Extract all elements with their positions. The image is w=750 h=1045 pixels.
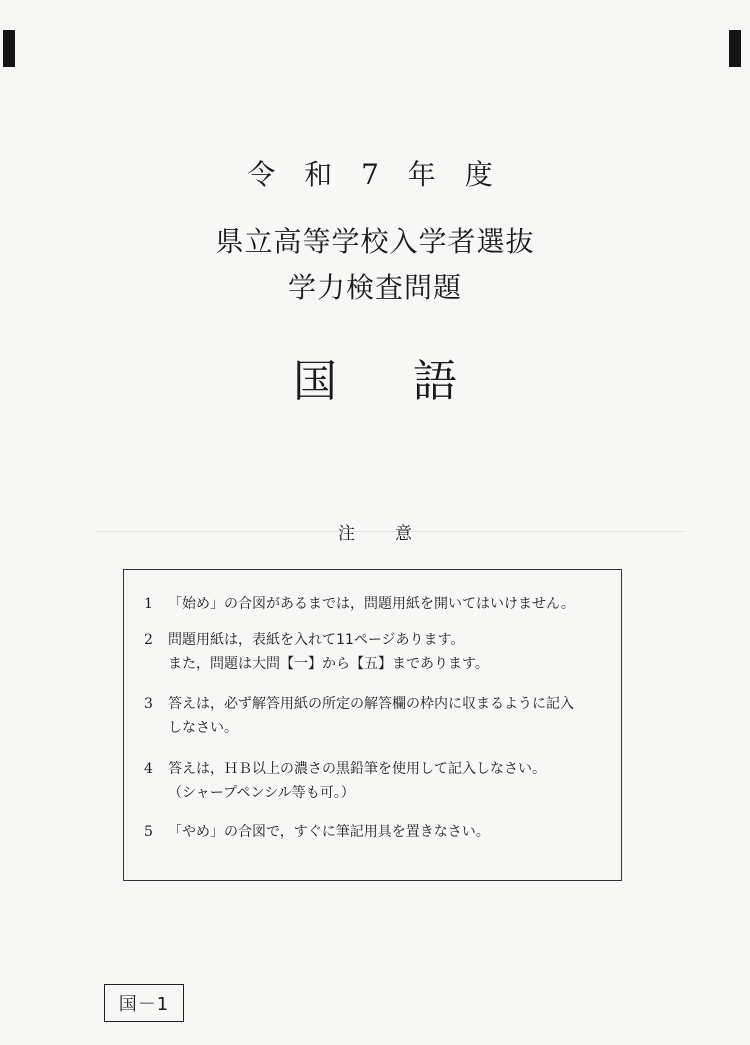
page-label: 国－1: [104, 984, 184, 1022]
subject-char-2: 語: [413, 356, 457, 407]
notice-box: [123, 569, 622, 881]
exam-name: 県立高等学校入学者選抜: [215, 225, 535, 258]
notice-item: [144, 628, 601, 676]
notice-item-number: 1: [144, 596, 153, 612]
notice-heading-char-1: 注: [338, 524, 355, 544]
notice-item-number: 3: [144, 696, 153, 712]
notice-item-text: 答えは，ＨＢ以上の濃さの黒鉛筆を使用して記入しなさい。: [168, 761, 546, 777]
notice-item-text: 「やめ」の合図で，すぐに筆記用具を置きなさい。: [168, 824, 490, 840]
notice-item-number: 4: [144, 761, 153, 777]
registration-mark-left: [3, 30, 15, 67]
notice-item: [144, 820, 601, 844]
exam-type: 学力検査問題: [287, 271, 462, 304]
notice-item-text: 問題用紙は，表紙を入れて11ページあります。: [168, 632, 465, 648]
notice-item-text: また，問題は大問【一】から【五】まであります。: [168, 656, 489, 672]
subject-title: [0, 345, 750, 409]
notice-item-text: 答えは，必ず解答用紙の所定の解答欄の枠内に収まるように記入: [168, 696, 574, 712]
notice-item-text: しなさい。: [168, 720, 238, 736]
notice-item: [144, 692, 601, 740]
notice-heading-char-2: 意: [395, 524, 412, 544]
notice-heading: [0, 519, 750, 544]
exam-year: 令 和 7 年 度: [247, 158, 503, 191]
notice-item-number: 5: [144, 824, 153, 840]
notice-item: [144, 757, 601, 805]
notice-item-text: （シャープペンシル等も可。）: [168, 785, 355, 801]
notice-item-text: 「始め」の合図があるまでは，問題用紙を開いてはいけません。: [168, 596, 575, 612]
subject-char-1: 国: [293, 356, 337, 407]
notice-item: [144, 592, 601, 616]
registration-mark-right: [729, 30, 741, 67]
notice-item-number: 2: [144, 632, 153, 648]
